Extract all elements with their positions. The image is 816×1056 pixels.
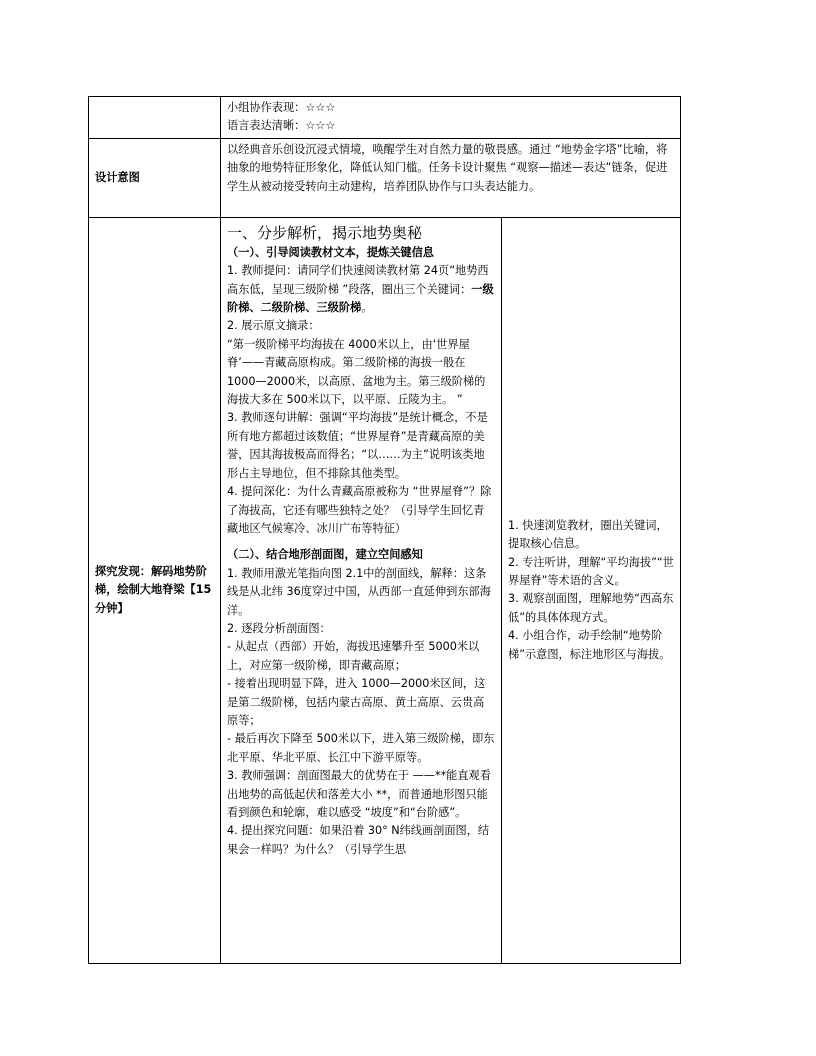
student-activity-4: 4. 小组合作，动手绘制“地势阶梯”示意图，标注地形区与海拔。 <box>508 629 671 661</box>
teacher-activity-cell <box>221 217 502 963</box>
exploration-row <box>89 217 681 963</box>
profile-segment-3: - 最后再次下降至 500米以下，进入第三级阶梯，即东北平原、华北平原、长江中下游平原等。 <box>227 732 495 764</box>
student-activity-3: 3. 观察剖面图，理解地势“西高东低”的具体体现方式。 <box>508 592 674 624</box>
section1-step1-post: 。 <box>361 301 373 315</box>
section1-heading: （一）、引导阅读教材文本，提炼关键信息 <box>227 245 434 259</box>
evaluation-row <box>89 97 681 139</box>
section2-heading: （二）、结合地形剖面图，建立空间感知 <box>227 548 423 562</box>
lesson-plan-table <box>88 96 681 964</box>
student-activity-1: 1. 快速浏览教材，圈出关键词，提取核心信息。 <box>508 518 668 551</box>
exploration-stage-label: 探究发现：解码地势阶梯，绘制大地脊梁【15分钟】 <box>89 217 221 963</box>
student-activity-2: 2. 专注听讲，理解“平均海拔”“世界屋脊”等术语的含义。 <box>508 555 674 587</box>
spacer <box>227 538 495 546</box>
section2-step4: 4. 提出探究问题：如果沿着 30° N纬线画剖面图，结果会一样吗？为什么？（引导学生思 <box>227 824 490 856</box>
design-intent-label: 设计意图 <box>89 138 221 217</box>
section1-step4: 4. 提问深化：为什么青藏高原被称为 “世界屋脊”？除了海拔高，它还有哪些独特之处？（引导学生回忆青藏地区气候寒冷、冰川广布等特征） <box>227 485 492 535</box>
evaluation-label-cell <box>89 97 221 139</box>
section1-step1 <box>227 262 495 317</box>
group-collaboration-rating: 小组协作表现：☆☆☆ <box>227 101 336 114</box>
design-intent-row <box>89 138 681 217</box>
language-expression-rating: 语言表达清晰：☆☆☆ <box>227 119 336 133</box>
student-activity-cell <box>502 217 681 963</box>
section1-step2: 2. 展示原文摘录： <box>227 319 320 333</box>
textbook-excerpt: “第一级阶梯平均海拔在 4000米以上，由‘世界屋脊’——青藏高原构成。第二级阶梯的海拔一般在 1000—2000米，以高原、盆地为主。第三级阶梯的海拔大多在 500米以下，以平原、丘陵为主。 ” <box>227 337 486 407</box>
section2-step2: 2. 逐段分析剖面图： <box>227 621 331 635</box>
section1-step3: 3. 教师逐句讲解：强调“平均海拔”是统计概念，不是所有地方都超过该数值；“世界屋脊”是青藏高原的美誉，因其海拔极高而得名；“以……为主”说明该类地形占主导地位，但不排除其他类型。 <box>227 411 488 480</box>
evaluation-content-cell <box>221 97 681 139</box>
section2-step3: 3. 教师强调：剖面图最大的优势在于 ——**能直观看出地势的高低起伏和落差大小 **，而普通地形图只能看到颜色和轮廓，难以感受 “坡度”和“台阶感”。 <box>227 769 491 819</box>
design-intent-content <box>221 138 681 217</box>
profile-segment-1: - 从起点（西部）开始，海拔迅速攀升至 5000米以上，对应第一级阶梯，即青藏高原； <box>227 640 480 672</box>
main-heading: 一、分步解析，揭示地势奥秘 <box>227 223 423 242</box>
section2-step1: 1. 教师用激光笔指向图 2.1中的剖面线，解释：这条线是从北纬 36度穿过中国，从西部一直延伸到东部海洋。 <box>227 566 491 617</box>
profile-segment-2: - 接着出现明显下降，进入 1000—2000米区间，这是第二级阶梯，包括内蒙古高原、黄土高原、云贵高原等； <box>227 677 486 727</box>
keywords: 一级阶梯、二级阶梯、三级阶梯 <box>227 282 494 315</box>
section1-step1-pre: 1. 教师提问：请同学们快速阅读教材第 24页“地势西高东低，呈现三级阶梯 ”段落，圈出三个关键词： <box>227 264 489 296</box>
design-intent-text: 以经典音乐创设沉浸式情境，唤醒学生对自然力量的敬畏感。通过 “地势金字塔”比喻，将抽象的地势特征形象化，降低认知门槛。任务卡设计聚焦 “观察—描述—表达”链条，促进学生从被动接受转向主动建构，培养团队协作与口头表达能力。 <box>227 142 668 193</box>
